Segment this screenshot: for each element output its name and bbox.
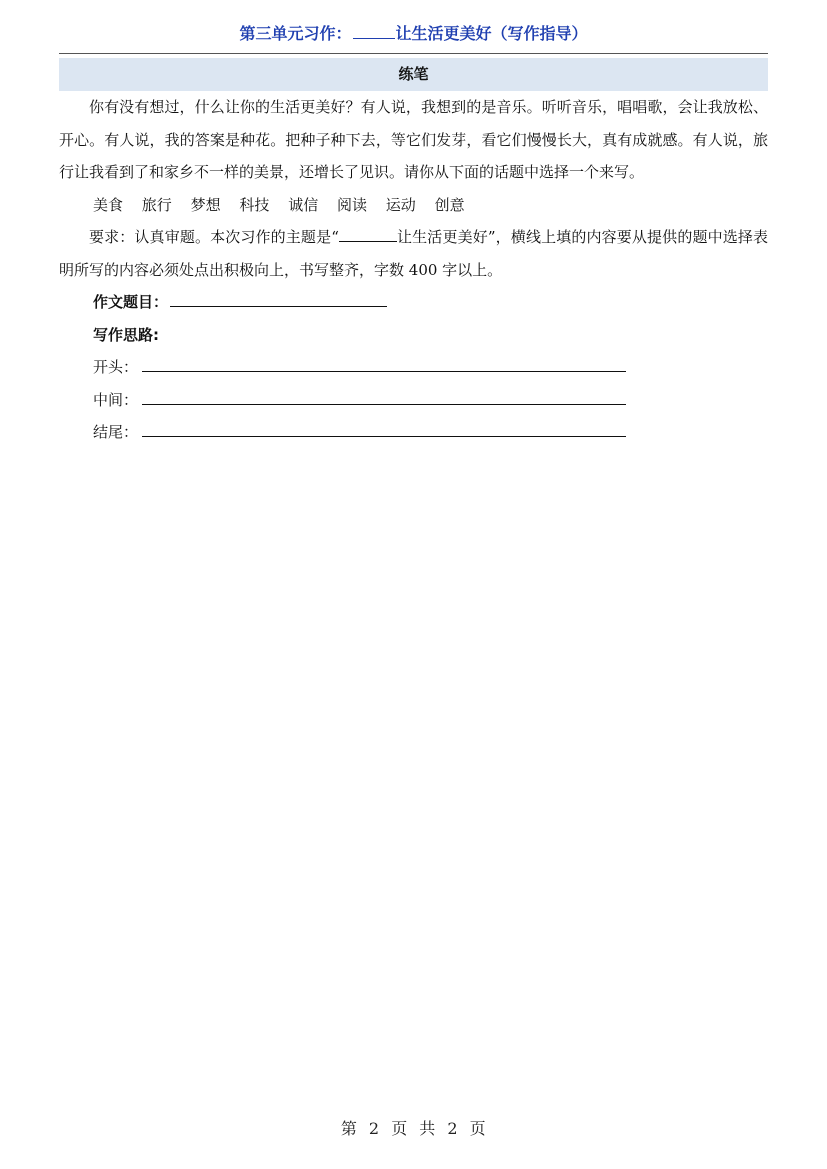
topic-item: 科技 (239, 195, 270, 214)
page-footer (0, 1116, 827, 1139)
essay-title-label: 作文题目： (93, 293, 169, 311)
header-title-suffix: 让生活更美好（写作指导） (395, 24, 588, 43)
theme-blank-line (339, 225, 397, 242)
content-area (59, 91, 768, 449)
outline-heading: 写作思路: (93, 325, 159, 344)
requirement-text-after: 让生活更美好”，横线上填的内容要从提供的题中选择表明所写的内容必须处点出积极向上，书写整齐，字数 400 字以上。 (59, 228, 769, 279)
header-title-prefix: 第三单元习作： (239, 24, 352, 43)
section-title: 练笔 (398, 65, 429, 83)
header-title-blank (353, 24, 395, 39)
topic-item: 创意 (434, 195, 465, 214)
topic-item: 阅读 (336, 195, 367, 214)
opening-row (59, 351, 768, 384)
page-number: 第 2 页 共 2 页 (340, 1119, 487, 1138)
ending-line[interactable] (142, 422, 626, 437)
essay-title-row (59, 286, 768, 319)
topic-item: 诚信 (288, 195, 319, 214)
page-header (59, 22, 768, 54)
topic-item: 美食 (93, 195, 124, 214)
topic-list (59, 189, 768, 222)
requirement-text-before: 要求：认真审题。本次习作的主题是“ (89, 228, 339, 246)
topic-item: 梦想 (190, 195, 221, 214)
section-title-bar (59, 58, 768, 91)
essay-title-line[interactable] (170, 292, 387, 307)
middle-label: 中间： (93, 390, 139, 409)
middle-row (59, 384, 768, 417)
outline-heading-row (59, 319, 768, 352)
topic-item: 旅行 (141, 195, 172, 214)
prompt-paragraph: 你有没有想过，什么让你的生活更美好？有人说，我想到的是音乐。听听音乐，唱唱歌，会让我放松、开心。有人说，我的答案是种花。把种子种下去，等它们发芽，看它们慢慢长大，真有成就感。有人说，旅行让我看到了和家乡不一样的美景，还增长了见识。请你从下面的话题中选择一个来写。 (59, 98, 768, 181)
middle-line[interactable] (142, 390, 626, 405)
requirement-paragraph (59, 221, 768, 286)
opening-label: 开头： (93, 358, 139, 376)
topic-item: 运动 (385, 195, 416, 214)
opening-line[interactable] (142, 357, 626, 372)
ending-label: 结尾： (93, 423, 139, 441)
ending-row (59, 416, 768, 449)
